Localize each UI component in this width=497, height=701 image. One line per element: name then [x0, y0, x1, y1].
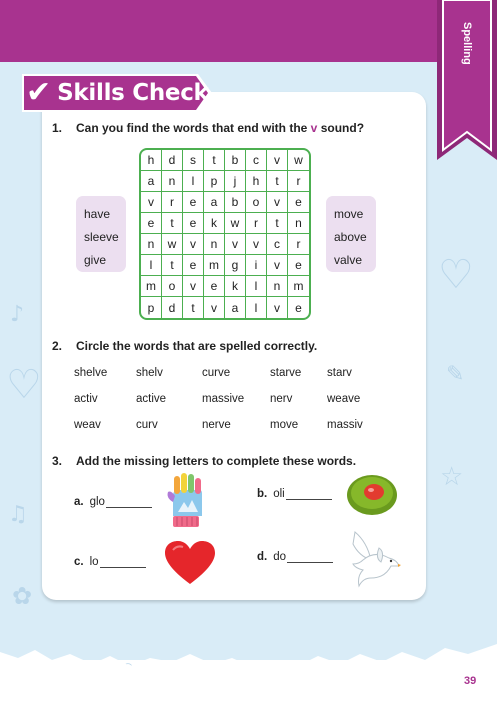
grid-cell[interactable]: t [183, 297, 204, 318]
word-option[interactable]: massiv [327, 419, 363, 431]
grid-cell[interactable]: n [267, 276, 288, 297]
grid-cell[interactable]: c [267, 234, 288, 255]
grid-cell[interactable]: k [225, 276, 246, 297]
grid-cell[interactable]: g [225, 255, 246, 276]
grid-cell[interactable]: r [288, 234, 309, 255]
grid-cell[interactable]: l [246, 297, 267, 318]
grid-cell[interactable]: n [288, 213, 309, 234]
grid-cell[interactable]: w [288, 150, 309, 171]
glove-icon [166, 472, 208, 528]
grid-cell[interactable]: h [141, 150, 162, 171]
music-note-doodle-icon: ♫ [8, 502, 28, 527]
word-item: have [84, 207, 111, 221]
grid-cell[interactable]: e [183, 213, 204, 234]
word-options [74, 366, 394, 432]
banner-title: Skills Check [57, 80, 209, 106]
grid-cell[interactable]: t [267, 171, 288, 192]
grid-cell[interactable]: p [204, 171, 225, 192]
grid-cell[interactable]: r [246, 213, 267, 234]
word-option[interactable]: nerve [202, 419, 231, 431]
grid-cell[interactable]: a [225, 297, 246, 318]
grid-cell[interactable]: e [183, 192, 204, 213]
grid-cell[interactable]: b [225, 150, 246, 171]
checkmark-icon: ✔ [26, 75, 52, 110]
grid-cell[interactable]: l [141, 255, 162, 276]
fill-item-d [257, 551, 333, 563]
grid-cell[interactable]: a [204, 192, 225, 213]
word-option[interactable]: starve [270, 367, 302, 379]
grid-cell[interactable]: d [162, 150, 183, 171]
word-option[interactable]: weav [74, 419, 101, 431]
skills-check-banner [18, 72, 213, 114]
word-option[interactable]: activ [74, 393, 98, 405]
grid-cell[interactable]: m [141, 276, 162, 297]
item-letter: c. [74, 556, 84, 568]
grid-cell[interactable]: e [288, 192, 309, 213]
word-item: valve [334, 253, 363, 267]
item-letter: b. [257, 488, 268, 500]
question-text: Circle the words that are spelled correctly. [76, 339, 318, 353]
grid-cell[interactable]: w [162, 234, 183, 255]
question-2 [52, 339, 317, 353]
grid-cell[interactable]: k [204, 213, 225, 234]
grid-cell[interactable]: r [288, 171, 309, 192]
grid-cell[interactable]: v [246, 234, 267, 255]
answer-blank[interactable] [100, 557, 146, 568]
fill-item-b [257, 488, 332, 500]
word-option[interactable]: starv [327, 367, 352, 379]
word-option[interactable]: move [270, 419, 299, 431]
grid-cell[interactable]: o [162, 276, 183, 297]
word-item: move [334, 207, 364, 221]
grid-cell[interactable]: m [288, 276, 309, 297]
word-search-grid [139, 148, 311, 320]
grid-cell[interactable]: v [267, 192, 288, 213]
grid-cell[interactable]: c [246, 150, 267, 171]
grid-cell[interactable]: v [183, 276, 204, 297]
grid-cell[interactable]: v [183, 234, 204, 255]
word-option[interactable]: curv [136, 419, 158, 431]
item-letter: a. [74, 496, 84, 508]
word-item: give [84, 253, 107, 267]
question-number: 1. [52, 121, 63, 135]
question-text: Add the missing letters to complete these words. [76, 454, 357, 468]
olive-icon [344, 472, 400, 518]
grid-cell[interactable]: h [246, 171, 267, 192]
section-label: Spelling [461, 22, 473, 65]
grid-cell[interactable]: v [141, 192, 162, 213]
pencil-doodle-icon: ✎ [446, 362, 465, 387]
heart-doodle-icon: ♡ [6, 362, 42, 408]
highlighted-sound: v [310, 121, 318, 135]
dove-icon [345, 530, 401, 590]
question-number: 3. [52, 454, 63, 468]
answer-blank[interactable] [287, 552, 333, 563]
grid-cell[interactable]: e [288, 255, 309, 276]
grid-cell[interactable]: e [183, 255, 204, 276]
grid-cell[interactable]: d [162, 297, 183, 318]
grid-cell[interactable]: t [162, 213, 183, 234]
word-option[interactable]: massive [202, 393, 245, 405]
grid-cell[interactable]: s [183, 150, 204, 171]
grid-cell[interactable]: e [204, 276, 225, 297]
grid-cell[interactable]: p [141, 297, 162, 318]
grid-cell[interactable]: e [295, 300, 302, 315]
word-option[interactable]: curve [202, 367, 231, 379]
word-box-left [76, 196, 126, 272]
word-option[interactable]: shelve [74, 367, 108, 379]
flower-doodle-icon: ✿ [12, 582, 33, 610]
question-1 [52, 121, 364, 135]
grid-cell[interactable]: v [267, 255, 288, 276]
heart-doodle-icon: ♡ [438, 252, 474, 298]
answer-blank[interactable] [106, 497, 152, 508]
grid-cell[interactable]: n [162, 171, 183, 192]
page-footer [0, 672, 497, 701]
word-option[interactable]: active [136, 393, 167, 405]
grid-cell[interactable]: e [141, 213, 162, 234]
answer-blank[interactable] [286, 489, 332, 500]
grid-cell[interactable]: t [204, 150, 225, 171]
word-box-right [326, 196, 376, 272]
grid-cell[interactable]: i [246, 255, 267, 276]
question-number: 2. [52, 339, 63, 353]
fill-item-a [74, 496, 152, 508]
grid-cell[interactable]: l [246, 276, 267, 297]
word-option[interactable]: shelv [136, 367, 163, 379]
grid-cell[interactable]: l [183, 171, 204, 192]
grid-cell[interactable]: v [267, 297, 288, 318]
grid-cell[interactable]: t [267, 213, 288, 234]
word-option[interactable]: nerv [270, 393, 293, 405]
grid-cell[interactable]: j [225, 171, 246, 192]
section-ribbon [437, 0, 497, 165]
top-band [0, 0, 497, 62]
question-text: Can you find the words that end with the v sound? [76, 121, 365, 135]
question-3 [52, 454, 356, 468]
grid-cell[interactable]: v [267, 150, 288, 171]
word-item: above [334, 230, 367, 244]
word-stem: lo [89, 556, 99, 568]
grid-cell[interactable]: n [204, 234, 225, 255]
grid-cell[interactable]: a [141, 171, 162, 192]
word-option[interactable]: weave [327, 393, 361, 405]
word-stem: do [273, 551, 287, 563]
grid-cell[interactable]: o [246, 192, 267, 213]
item-letter: d. [257, 551, 268, 563]
word-stem: glo [89, 496, 105, 508]
fill-item-c [74, 556, 146, 568]
grid-cell[interactable]: n [141, 234, 162, 255]
page-number: 39 [464, 675, 477, 687]
grid-cell[interactable]: w [225, 213, 246, 234]
music-note-doodle-icon: ♪ [10, 302, 25, 327]
grid-cell[interactable]: b [225, 192, 246, 213]
grid-cell[interactable]: r [162, 192, 183, 213]
grid-cell[interactable]: t [162, 255, 183, 276]
word-stem: oli [273, 488, 285, 500]
heart-icon [163, 540, 217, 586]
grid-cell[interactable]: m [204, 255, 225, 276]
word-item: sleeve [84, 230, 119, 244]
grid-cell[interactable]: v [204, 297, 225, 318]
grid-cell[interactable]: v [225, 234, 246, 255]
star-doodle-icon: ☆ [440, 462, 464, 492]
